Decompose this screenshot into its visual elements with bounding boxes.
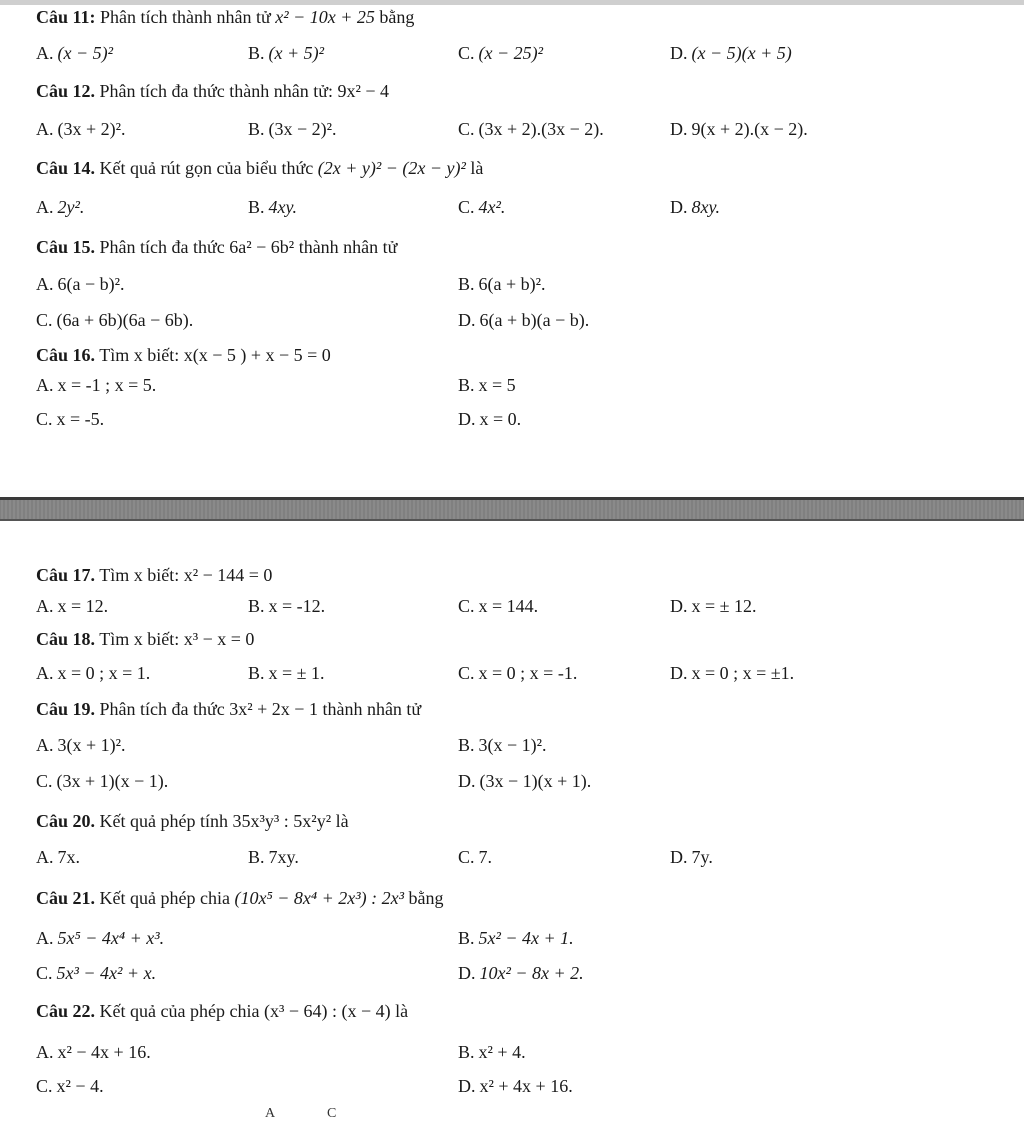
question-expression: x² − 10x + 25: [275, 7, 375, 27]
option-label: B.: [248, 663, 265, 683]
option-text: (x + 5)²: [268, 43, 325, 63]
option-text: (x − 5)²: [57, 43, 114, 63]
option-text: (x − 25)²: [478, 43, 544, 63]
q12-option-a[interactable]: [36, 118, 126, 140]
q21-option-a[interactable]: [36, 927, 164, 949]
question-17: [36, 564, 272, 586]
option-label: A.: [36, 735, 54, 755]
option-label: A.: [36, 928, 54, 948]
question-number: Câu 20.: [36, 811, 96, 831]
question-stem: Tìm x biết:: [99, 345, 180, 365]
option-text: 5x³ − 4x² + x.: [56, 963, 157, 983]
option-label: A.: [36, 596, 54, 616]
q19-option-b[interactable]: [458, 734, 547, 756]
question-number: Câu 19.: [36, 699, 96, 719]
q17-option-c[interactable]: [458, 595, 538, 617]
question-expression: (2x + y)² − (2x − y)²: [317, 158, 466, 178]
question-expression: 9x² − 4: [337, 81, 390, 101]
option-label: D.: [670, 43, 688, 63]
option-label: A.: [36, 43, 54, 63]
question-stem: Kết quả phép tính: [99, 811, 228, 831]
question-number: Câu 18.: [36, 629, 96, 649]
option-label: D.: [458, 771, 476, 791]
question-20: [36, 810, 349, 832]
q15-option-a[interactable]: [36, 273, 125, 295]
option-label: B.: [458, 1042, 475, 1062]
page-separator: [0, 497, 1024, 521]
option-label: B.: [458, 928, 475, 948]
q21-option-c[interactable]: [36, 962, 156, 984]
option-label: B.: [248, 596, 265, 616]
question-expression: 35x³y³ : 5x²y²: [232, 811, 332, 831]
question-number: Câu 15.: [36, 237, 96, 257]
question-expression: 6a² − 6b²: [229, 237, 295, 257]
option-text: 7.: [478, 847, 493, 867]
option-label: C.: [458, 596, 475, 616]
option-label: D.: [670, 847, 688, 867]
option-label: D.: [458, 409, 476, 429]
option-label: D.: [670, 663, 688, 683]
q11-option-b[interactable]: [248, 42, 324, 64]
q17-option-d[interactable]: [670, 595, 757, 617]
question-number: Câu 16.: [36, 345, 96, 365]
option-label: C.: [458, 847, 475, 867]
option-label: B.: [458, 274, 475, 294]
q19-option-c[interactable]: [36, 770, 168, 792]
option-text: x = 0 ; x = ±1.: [691, 663, 795, 683]
option-label: D.: [458, 963, 476, 983]
option-text: 5x⁵ − 4x⁴ + x³.: [57, 928, 165, 948]
option-label: A.: [36, 847, 54, 867]
option-label: C.: [36, 771, 53, 791]
q12-option-d[interactable]: [670, 118, 808, 140]
q11-option-d[interactable]: [670, 42, 792, 64]
q11-option-a[interactable]: [36, 42, 113, 64]
option-label: A.: [36, 274, 54, 294]
option-label: B.: [248, 197, 265, 217]
q16-option-c[interactable]: [36, 408, 104, 430]
question-expression: x³ − x = 0: [183, 629, 255, 649]
q12-option-c[interactable]: [458, 118, 604, 140]
option-label: C.: [36, 1076, 53, 1096]
q22-option-b[interactable]: [458, 1041, 526, 1063]
question-stem: Kết quả của phép chia: [99, 1001, 260, 1021]
option-label: A.: [36, 1042, 54, 1062]
option-text: 9(x + 2).(x − 2).: [691, 119, 808, 139]
option-text: 7y.: [691, 847, 713, 867]
option-text: 3(x + 1)².: [57, 735, 126, 755]
option-text: (3x + 2).(3x − 2).: [478, 119, 604, 139]
option-label: C.: [36, 310, 53, 330]
option-label: A.: [36, 197, 54, 217]
option-label: C.: [36, 963, 53, 983]
q14-option-b[interactable]: [248, 196, 297, 218]
question-expression: x² − 144 = 0: [183, 565, 273, 585]
option-label: C.: [458, 119, 475, 139]
question-number: Câu 14.: [36, 158, 96, 178]
option-text: (x − 5)(x + 5): [691, 43, 792, 63]
q11-option-c[interactable]: [458, 42, 543, 64]
option-label: B.: [248, 847, 265, 867]
q21-option-b[interactable]: [458, 927, 574, 949]
q12-option-b[interactable]: [248, 118, 337, 140]
q17-option-a[interactable]: [36, 595, 108, 617]
option-text: x = 12.: [57, 596, 109, 616]
q20-option-d[interactable]: [670, 846, 713, 868]
question-stem: Phân tích đa thức thành nhân tử:: [99, 81, 333, 101]
option-label: C.: [458, 43, 475, 63]
option-text: 4xy.: [268, 197, 298, 217]
option-label: C.: [36, 409, 53, 429]
question-tail: thành nhân tử: [322, 699, 422, 719]
option-text: x = 0 ; x = -1.: [478, 663, 578, 683]
q16-option-b[interactable]: [458, 374, 516, 396]
q18-option-b[interactable]: [248, 662, 325, 684]
option-text: x = 0 ; x = 1.: [57, 663, 151, 683]
question-tail: là: [395, 1001, 409, 1021]
option-text: x = ± 1.: [268, 663, 325, 683]
option-text: x = ± 12.: [691, 596, 757, 616]
q19-option-a[interactable]: [36, 734, 126, 756]
question-stem: Phân tích đa thức: [99, 237, 225, 257]
q16-option-a[interactable]: [36, 374, 156, 396]
question-tail: là: [335, 811, 349, 831]
option-text: 10x² − 8x + 2.: [479, 963, 584, 983]
option-text: x = 0.: [479, 409, 522, 429]
question-16: [36, 344, 331, 366]
option-text: 3(x − 1)².: [478, 735, 547, 755]
option-label: D.: [458, 1076, 476, 1096]
option-text: (6a + 6b)(6a − 6b).: [56, 310, 194, 330]
option-label: D.: [670, 596, 688, 616]
q15-option-d[interactable]: [458, 309, 589, 331]
q19-option-d[interactable]: [458, 770, 591, 792]
option-text: x = 144.: [478, 596, 539, 616]
q14-option-a[interactable]: [36, 196, 84, 218]
q22-option-d[interactable]: [458, 1075, 573, 1097]
question-expression: 3x² + 2x − 1: [229, 699, 318, 719]
option-text: x = 5: [478, 375, 516, 395]
option-text: x = -12.: [268, 596, 326, 616]
option-label: D.: [670, 119, 688, 139]
question-number: Câu 12.: [36, 81, 96, 101]
q22-option-c[interactable]: [36, 1075, 104, 1097]
option-label: D.: [670, 197, 688, 217]
option-text: x² + 4.: [478, 1042, 526, 1062]
question-expression: (x³ − 64) : (x − 4): [263, 1001, 391, 1021]
question-stem: Phân tích đa thức: [99, 699, 225, 719]
q17-option-b[interactable]: [248, 595, 325, 617]
question-number: Câu 21.: [36, 888, 96, 908]
option-text: x² − 4.: [56, 1076, 104, 1096]
cut-off-fragment-c: C: [327, 1106, 337, 1121]
option-text: x² − 4x + 16.: [57, 1042, 151, 1062]
q20-option-a[interactable]: [36, 846, 80, 868]
option-label: B.: [458, 375, 475, 395]
question-expression: x(x − 5 ) + x − 5 = 0: [183, 345, 331, 365]
question-number: Câu 17.: [36, 565, 96, 585]
q20-option-b[interactable]: [248, 846, 299, 868]
question-11: [36, 6, 414, 28]
q15-option-b[interactable]: [458, 273, 546, 295]
option-label: A.: [36, 663, 54, 683]
option-text: (3x + 1)(x − 1).: [56, 771, 169, 791]
option-text: x = -1 ; x = 5.: [57, 375, 157, 395]
option-text: (3x − 2)².: [268, 119, 337, 139]
question-stem: Phân tích thành nhân tử: [100, 7, 271, 27]
question-tail: bằng: [408, 888, 444, 908]
question-number: Câu 22.: [36, 1001, 96, 1021]
option-label: C.: [458, 663, 475, 683]
option-label: A.: [36, 119, 54, 139]
option-label: B.: [248, 119, 265, 139]
option-text: x = -5.: [56, 409, 105, 429]
question-number: Câu 11:: [36, 7, 96, 27]
q18-option-c[interactable]: [458, 662, 577, 684]
option-label: A.: [36, 375, 54, 395]
q22-option-a[interactable]: [36, 1041, 151, 1063]
question-stem: Tìm x biết:: [99, 565, 180, 585]
question-21: [36, 887, 444, 909]
q21-option-d[interactable]: [458, 962, 584, 984]
q18-option-a[interactable]: [36, 662, 150, 684]
option-text: 6(a − b)².: [57, 274, 125, 294]
question-tail: thành nhân tử: [298, 237, 398, 257]
question-stem: Kết quả phép chia: [99, 888, 230, 908]
question-15: [36, 236, 397, 258]
option-text: 5x² − 4x + 1.: [478, 928, 574, 948]
option-label: B.: [458, 735, 475, 755]
option-text: 4x².: [478, 197, 506, 217]
option-text: (3x − 1)(x + 1).: [479, 771, 592, 791]
question-tail: bằng: [379, 7, 415, 27]
question-expression: (10x⁵ − 8x⁴ + 2x³) : 2x³: [234, 888, 405, 908]
option-text: 6(a + b)².: [478, 274, 546, 294]
question-stem: Kết quả rút gọn của biểu thức: [99, 158, 314, 178]
cut-off-fragment-a: A: [265, 1106, 276, 1121]
option-text: 7xy.: [268, 847, 299, 867]
q20-option-c[interactable]: [458, 846, 492, 868]
q18-option-d[interactable]: [670, 662, 794, 684]
question-stem: Tìm x biết:: [99, 629, 180, 649]
option-text: 2y².: [57, 197, 85, 217]
question-tail: là: [470, 158, 484, 178]
page-top-edge: [0, 0, 1024, 5]
question-22: [36, 1000, 408, 1022]
option-text: 8xy.: [691, 197, 720, 217]
question-18: [36, 628, 254, 650]
q15-option-c[interactable]: [36, 309, 193, 331]
q14-option-c[interactable]: [458, 196, 505, 218]
question-12: [36, 80, 389, 102]
option-text: 6(a + b)(a − b).: [479, 310, 590, 330]
option-text: x² + 4x + 16.: [479, 1076, 573, 1096]
option-label: C.: [458, 197, 475, 217]
option-text: (3x + 2)².: [57, 119, 126, 139]
option-text: 7x.: [57, 847, 80, 867]
question-19: [36, 698, 421, 720]
option-label: B.: [248, 43, 265, 63]
q16-option-d[interactable]: [458, 408, 521, 430]
q14-option-d[interactable]: [670, 196, 720, 218]
option-label: D.: [458, 310, 476, 330]
question-14: [36, 157, 483, 179]
